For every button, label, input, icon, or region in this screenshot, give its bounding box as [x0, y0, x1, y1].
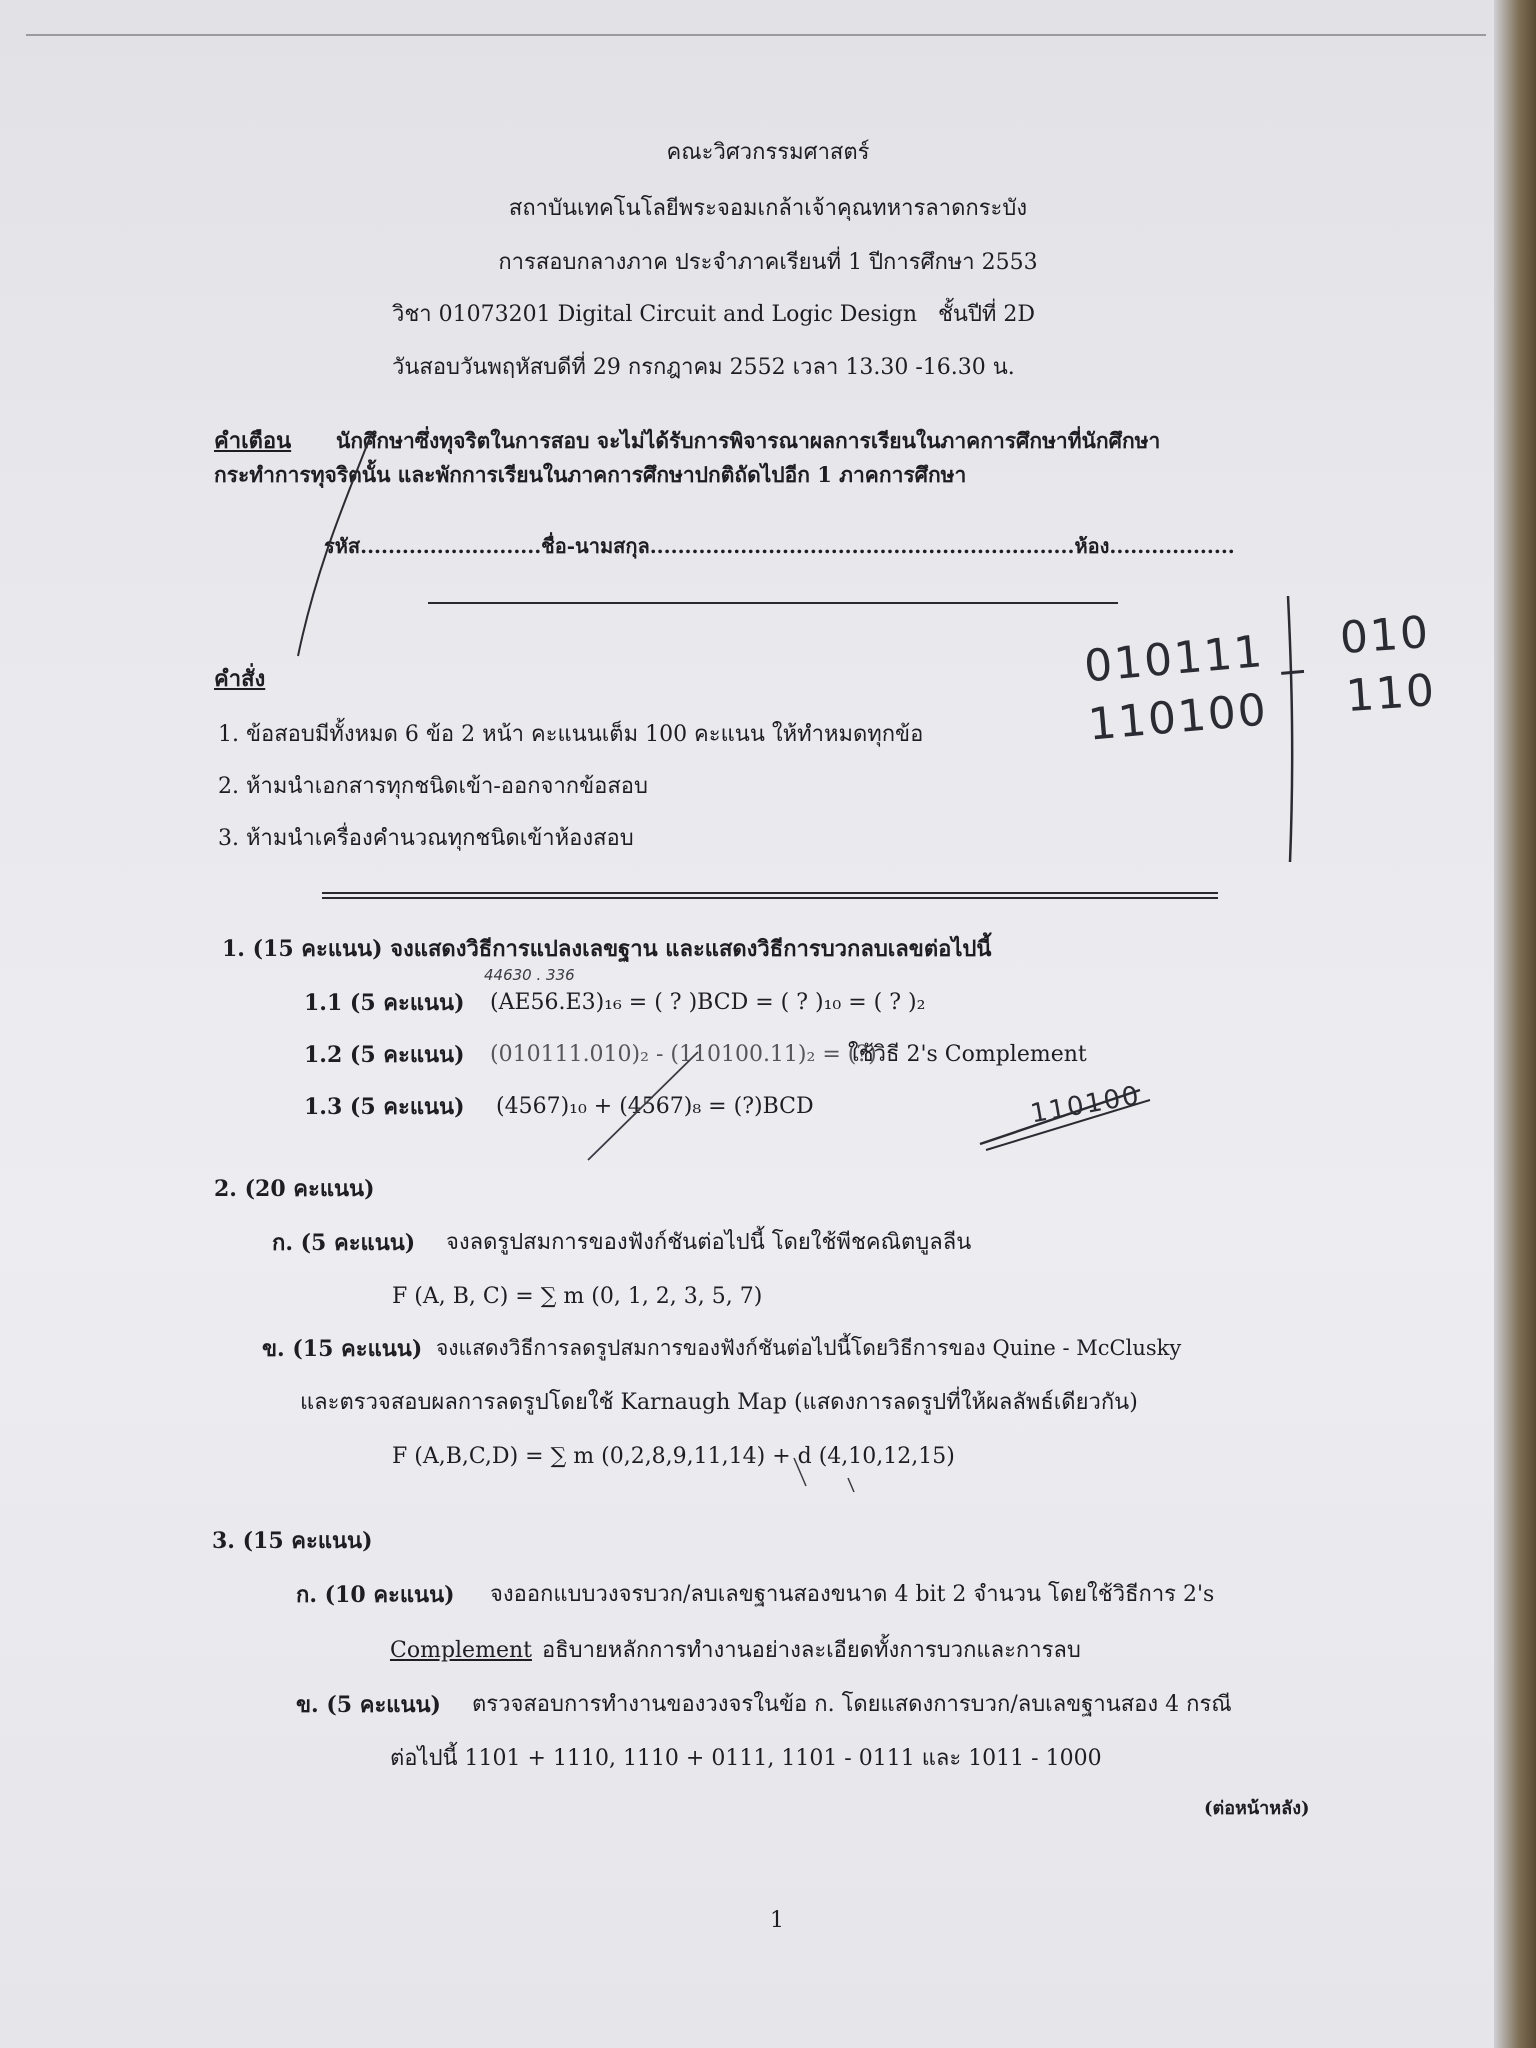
q2b-text2: และตรวจสอบผลการลดรูปโดยใช้ Karnaugh Map (แสดงการลดรูปที่ให้ผลลัพธ์เดียวกัน) — [300, 1390, 1138, 1415]
q2b-text1: จงแสดงวิธีการลดรูปสมการของฟังก์ชันต่อไปนี้โดยวิธีการของ Quine - McClusky — [436, 1336, 1182, 1360]
warning-line2: กระทำการทุจริตนั้น และพักการเรียนในภาคการศึกษาปกติถัดไปอีก 1 ภาคการศึกษา — [214, 462, 967, 487]
handwritten-struck-number: 110100 — [1028, 1080, 1144, 1130]
instruction-item: 2. ห้ามนำเอกสารทุกชนิดเข้า-ออกจากข้อสอบ — [218, 774, 648, 799]
exam-title: การสอบกลางภาค ประจำภาคเรียนที่ 1 ปีการศึกษา 2553 — [498, 250, 1038, 275]
handwritten-note: 44630 . 336 — [484, 966, 575, 984]
q3-title: 3. (15 คะแนน) — [212, 1528, 373, 1554]
q1-2-label: 1.2 (5 คะแนน) — [304, 1042, 465, 1068]
q1-3-label: 1.3 (5 คะแนน) — [304, 1094, 465, 1120]
warning-line1: นักศึกษาซึ่งทุจริตในการสอบ จะไม่ได้รับการพิจารณาผลการเรียนในภาคการศึกษาที่นักศึกษา — [336, 428, 1161, 453]
handwritten-binary-b1: 010 — [1338, 606, 1432, 665]
q1-1-label: 1.1 (5 คะแนน) — [304, 990, 465, 1016]
warning-label: คำเตือน — [214, 428, 292, 454]
instruction-item: 3. ห้ามนำเครื่องคำนวณทุกชนิดเข้าห้องสอบ — [218, 826, 634, 851]
faculty-title: คณะวิศวกรรมศาสตร์ — [666, 140, 870, 165]
course-title: วิชา 01073201 Digital Circuit and Logic Design — [392, 302, 918, 327]
q3a-complement: Complement — [390, 1638, 532, 1663]
handwritten-binary-a1: 010111 _ — [1082, 622, 1306, 693]
q3b-label: ข. (5 คะแนน) — [296, 1692, 441, 1718]
exam-date: วันสอบวันพฤหัสบดีที่ 29 กรกฎาคม 2552 เวลา 13.30 -16.30 น. — [392, 355, 1015, 380]
class-year: ชั้นปีที่ 2D — [938, 302, 1036, 327]
q2a-equation: F (A, B, C) = ∑ m (0, 1, 2, 3, 5, 7) — [392, 1284, 763, 1309]
q3a-text2: อธิบายหลักการทำงานอย่างละเอียดทั้งการบวกและการลบ — [542, 1638, 1081, 1663]
q3a-label: ก. (10 คะแนน) — [296, 1582, 455, 1608]
q1-3-text: (4567)₁₀ + (4567)₈ = (?)BCD — [496, 1094, 814, 1119]
instruction-item: 1. ข้อสอบมีทั้งหมด 6 ข้อ 2 หน้า คะแนนเต็ม 100 คะแนน ให้ทำหมดทุกข้อ — [218, 722, 924, 747]
q3a-text1: จงออกแบบวงจรบวก/ลบเลขฐานสองขนาด 4 bit 2 จำนวน โดยใช้วิธีการ 2's — [490, 1582, 1215, 1607]
handwritten-binary-a2: 110100 — [1086, 684, 1270, 751]
institute-title: สถาบันเทคโนโลยีพระจอมเกล้าเจ้าคุณทหารลาดกระบัง — [508, 196, 1028, 221]
handwritten-binary-b2: 110 — [1344, 664, 1438, 723]
q1-title: 1. (15 คะแนน) จงแสดงวิธีการแปลงเลขฐาน และแสดงวิธีการบวกลบเลขต่อไปนี้ — [222, 936, 992, 962]
q2-title: 2. (20 คะแนน) — [214, 1176, 375, 1202]
q3b-text2: ต่อไปนี้ 1101 + 1110, 1110 + 0111, 1101 - 0111 และ 1011 - 1000 — [390, 1746, 1102, 1771]
continued-note: (ต่อหน้าหลัง) — [1204, 1798, 1310, 1819]
q2a-label: ก. (5 คะแนน) — [272, 1230, 416, 1256]
q1-2-method: ใช้วิธี 2's Complement — [848, 1042, 1087, 1067]
instructions-label: คำสั่ง — [214, 666, 266, 692]
q2b-label: ข. (15 คะแนน) — [262, 1336, 423, 1362]
q1-2-text: (010111.010)₂ - (110100.11)₂ = (?) — [490, 1042, 877, 1067]
q2b-equation: F (A,B,C,D) = ∑ m (0,2,8,9,11,14) + d (4,10,12,15) — [392, 1444, 955, 1469]
q3b-text1: ตรวจสอบการทำงานของวงจรในข้อ ก. โดยแสดงการบวก/ลบเลขฐานสอง 4 กรณี — [472, 1692, 1232, 1717]
page-number: 1 — [770, 1908, 784, 1933]
q2a-text: จงลดรูปสมการของฟังก์ชันต่อไปนี้ โดยใช้พีชคณิตบูลลีน — [446, 1230, 972, 1255]
student-info-fields: รหัส..........................ชื่อ-นามสกุล.............................................................ห้อง.................. — [324, 534, 1235, 558]
q1-1-text: (AE56.E3)₁₆ = ( ? )BCD = ( ? )₁₀ = ( ? )₂ — [490, 990, 926, 1015]
